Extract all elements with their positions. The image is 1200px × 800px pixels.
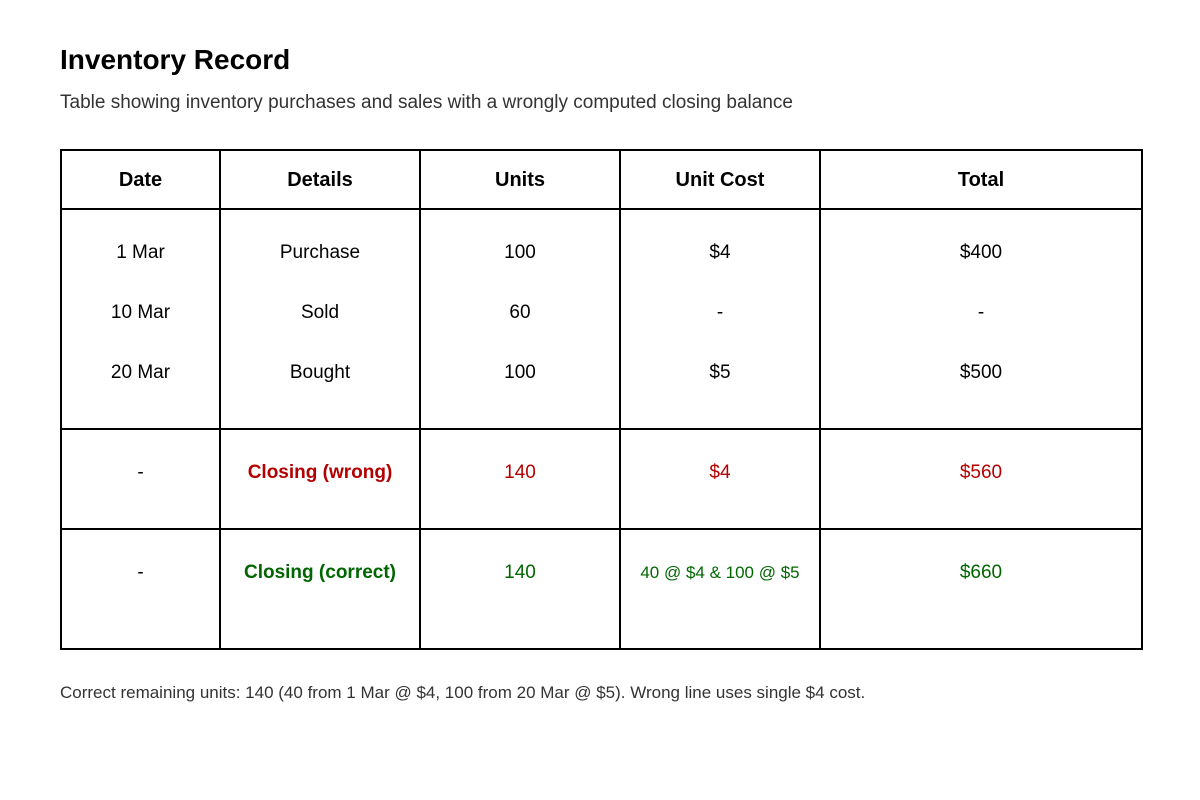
- closing-wrong-label: Closing (wrong): [247, 462, 393, 483]
- details-purchase: Purchase: [279, 242, 361, 263]
- transactions-date-cell: [61, 209, 220, 429]
- page-title: Inventory Record: [60, 44, 291, 75]
- total-purchase: $400: [959, 242, 1003, 263]
- details-bought: Bought: [289, 362, 351, 383]
- footnote: Correct remaining units: 140 (40 from 1 Mar @ $4, 100 from 20 Mar @ $5). Wrong line uses single $4 cost.: [60, 683, 866, 702]
- date-1-mar: 1 Mar: [116, 242, 165, 263]
- details-sold: Sold: [300, 302, 340, 323]
- closing-correct-row: [61, 529, 1142, 649]
- closing-correct-total: $660: [959, 562, 1003, 583]
- transactions-details-cell: [220, 209, 420, 429]
- unit-cost-sold: -: [716, 302, 724, 323]
- header-date: Date: [61, 150, 220, 209]
- units-purchase: 100: [504, 242, 536, 263]
- date-20-mar: 20 Mar: [110, 362, 171, 383]
- closing-correct-units-cell: [420, 529, 620, 649]
- units-sold: 60: [509, 302, 531, 323]
- closing-wrong-units-cell: [420, 429, 620, 529]
- header-total: Total: [820, 150, 1142, 209]
- closing-correct-unit-cost-cell: [620, 529, 820, 649]
- closing-wrong-total: $560: [959, 462, 1003, 483]
- page-subtitle: Table showing inventory purchases and sales with a wrongly computed closing balance: [60, 92, 793, 113]
- closing-correct-total-cell: [820, 529, 1142, 649]
- closing-correct-date: -: [137, 562, 144, 583]
- unit-cost-bought: $5: [709, 362, 731, 383]
- unit-cost-purchase: $4: [709, 242, 731, 263]
- units-bought: 100: [504, 362, 536, 383]
- header-unit-cost: Unit Cost: [620, 150, 820, 209]
- transactions-total-cell: [820, 209, 1142, 429]
- closing-wrong-unit-cost: $4: [709, 462, 731, 483]
- closing-wrong-date: -: [137, 462, 144, 483]
- closing-wrong-date-cell: [61, 429, 220, 529]
- closing-correct-date-cell: [61, 529, 220, 649]
- closing-wrong-details-cell: [220, 429, 420, 529]
- closing-wrong-units: 140: [504, 462, 536, 483]
- header-units: Units: [420, 150, 620, 209]
- date-10-mar: 10 Mar: [110, 302, 171, 323]
- header-details: Details: [220, 150, 420, 209]
- closing-wrong-unit-cost-cell: [620, 429, 820, 529]
- total-sold: -: [977, 302, 985, 323]
- transactions-row: [61, 209, 1142, 429]
- closing-correct-label: Closing (correct): [243, 562, 397, 583]
- transactions-units-cell: [420, 209, 620, 429]
- total-bought: $500: [959, 362, 1003, 383]
- transactions-unit-cost-cell: [620, 209, 820, 429]
- closing-wrong-row: [61, 429, 1142, 529]
- closing-correct-unit-cost: 40 @ $4 & 100 @ $5: [640, 563, 800, 582]
- closing-wrong-total-cell: [820, 429, 1142, 529]
- closing-correct-details-cell: [220, 529, 420, 649]
- table-header-row: [61, 150, 1142, 209]
- closing-correct-units: 140: [504, 562, 536, 583]
- inventory-table: [60, 149, 1143, 650]
